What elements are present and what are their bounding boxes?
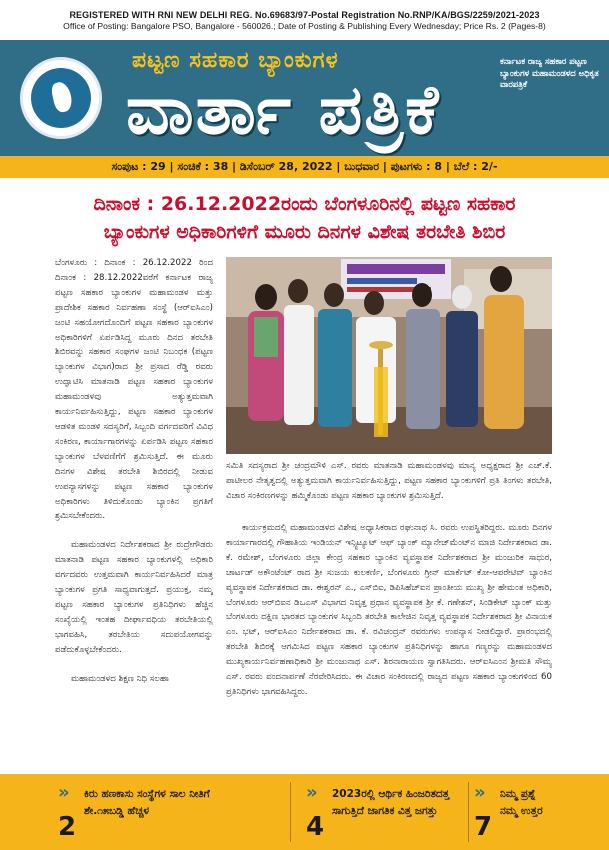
chevron-right-icon: » <box>474 782 486 803</box>
headline-line-2: ಬ್ಯಾಂಕುಗಳ ಅಧಿಕಾರಿಗಳಿಗೆ ಮೂರು ದಿನಗಳ ವಿಶೇಷ ತರಬೇತಿ ಶಿಬಿರ <box>103 221 506 243</box>
article-right-column <box>226 521 552 745</box>
teaser-page-number: 4 <box>306 812 325 842</box>
federation-emblem-icon <box>20 57 102 139</box>
article-paragraph: ಬೆಂಗಳೂರು : ದಿನಾಂಕ : 26.12.2022 ರಿಂದ ದಿನಾಂಕ : 28.12.2022ವರೆಗೆ ಕರ್ನಾಟಕ ರಾಜ್ಯ ಪಟ್ಟಣ ಸಹಕಾರ ಬ್ಯಾಂಕುಗಳ ಮಹಾಮಂಡಳ ಮತ್ತು ಪ್ರಾದೇಶಿಕ ಸಹಕಾರ ನಿರ್ವಹಣಾ ಸಂಸ್ಥೆ (ಆರ್‌ಐಸಿಎಂ) ಜಂಟಿ ಸಹಯೋಗದೊಂದಿಗೆ ಪಟ್ಟಣ ಸಹಕಾರ ಬ್ಯಾಂಕುಗಳ ಅಧಿಕಾರಿಗಳಿಗೆ ಏರ್ಪಡಿಸಿದ್ದ ಮೂರು ದಿನದ ತರಬೇತಿ ಶಿಬಿರವನ್ನು ಸಹಕಾರ ಸಂಘಗಳ ಜಂಟಿ ನಿಬಂಧಕ (ಪಟ್ಟಣ ಬ್ಯಾಂಕುಗಳ ವಿಭಾಗ)ರಾದ ಶ್ರೀ ಪ್ರಸಾದ ರೆಡ್ಡಿ ರವರು ಉದ್ಘಾಟಿಸಿ ಮಾತನಾಡಿ ಪಟ್ಟಣ ಸಹಕಾರ ಬ್ಯಾಂಕುಗಳ ಮಹಾಮಂಡಳವು ಅತ್ಯುತ್ತಮವಾಗಿ ಕಾರ್ಯನಿರ್ವಹಿಸುತ್ತಿದ್ದು, ಪಟ್ಟಣ ಸಹಕಾರ ಬ್ಯಾಂಕುಗಳ ಆಡಳಿತ ಮಂಡಳಿ ಸದಸ್ಯರಿಗೆ, ಸಿಬ್ಬಂದಿ ವರ್ಗದವರಿಗೆ ವಿವಿಧ ಸಂಕಿರಣ, ಕಾರ್ಯಾಗಾರಗಳನ್ನು ಏರ್ಪಡಿಸಿ ಪಟ್ಟಣ ಸಹಕಾರ ಬ್ಯಾಂಕುಗಳ ಬೆಳವಣಿಗೆಗೆ ಶ್ರಮಿಸುತ್ತಿದೆ. ಈ ಮೂರು ದಿನಗಳ ವಿಶೇಷ ತರಬೇತಿ ಶಿಬಿರದಲ್ಲಿ ನೀಡುವ ಉಪನ್ಯಾಸಗಳನ್ನು ಪಟ್ಟಣ ಸಹಕಾರ ಬ್ಯಾಂಕುಗಳ ಅಧಿಕಾರಿಗಳು ತಿಳಿದುಕೊಂಡು ಬ್ಯಾಂಕಿನ ಪ್ರಗತಿಗೆ ಶ್ರಮಿಸಬೇಕೆಂದರು. <box>55 258 213 522</box>
teaser-item[interactable] <box>306 782 466 844</box>
event-photo <box>226 257 552 454</box>
article-paragraph: ಮಹಾಮಂಡಳದ ನಿರ್ದೇಶಕರಾದ ಶ್ರೀ ರುದ್ರೇಗೌಡರು ಮಾತನಾಡಿ ಪಟ್ಟಣ ಸಹಕಾರ ಬ್ಯಾಂಕುಗಳಲ್ಲಿ ಅಧಿಕಾರಿ ವರ್ಗದವರು ಉತ್ತಮವಾಗಿ ಕಾರ್ಯನಿರ್ವಹಿಸಿದರೆ ಮಾತ್ರ ಬ್ಯಾಂಕುಗಳ ಪ್ರಗತಿ ಸಾಧ್ಯವಾಗುತ್ತದೆ. ಪ್ರಯುಕ್ತ, ನಮ್ಮ ಪಟ್ಟಣ ಸಹಕಾರ ಬ್ಯಾಂಕುಗಳ ಪ್ರತಿನಿಧಿಗಳು ಹೆಚ್ಚಿನ ಸಂಖ್ಯೆಯಲ್ಲಿ ಇಂತಹ ದೀರ್ಘಾವಧಿಯ ತರಬೇತಿಯಲ್ಲಿ ಭಾಗವಹಿಸಿ, ತರಬೇತಿಯ ಸದುಪಯೋಗವನ್ನು ಪಡೆದುಕೊಳ್ಳಬೇಕೆಂದರು. <box>55 540 213 655</box>
teaser-text <box>500 786 543 820</box>
teaser-text <box>332 786 449 820</box>
divider <box>468 782 469 842</box>
registration-header <box>0 0 609 40</box>
teaser-line: 2023ರಲ್ಲಿ ಆರ್ಥಿಕ ಹಿಂಜರಿತದತ್ತ <box>332 788 450 800</box>
headline-line-1: ದಿನಾಂಕ : 26.12.2022ರಂದು ಬೆಂಗಳೂರಿನಲ್ಲಿ ಪಟ್ಟಣ ಸಹಕಾರ <box>93 193 516 215</box>
chevron-right-icon: » <box>306 782 318 803</box>
registration-line: REGISTERED WITH RNI NEW DELHI REG. No.69683/97-Postal Registration No.RNP/KA/BGS/2259/2021-2023 <box>69 10 540 20</box>
teaser-line: ಶೇ.೧೫ಬಡ್ಡಿ ಹೆಚ್ಚಳ <box>84 805 150 817</box>
article-left-column <box>55 256 213 744</box>
article-paragraph: ಕಾರ್ಯಕ್ರಮದಲ್ಲಿ ಮಹಾಮಂಡಳದ ವಿಶೇಷ ಅಧ್ಯಾಸಿಕರಾದ ರಘುನಾಥ ಸಿ. ರವರು ಉಪಸ್ಥಿತರಿದ್ದರು. ಮೂರು ದಿನಗಳ ಕಾರ್ಯಾಗಾರದಲ್ಲಿ ಗೌಹಾತಿಯ ಇಂಡಿಯನ್ ಇನ್ಸ್ಟಿಟ್ಯೂಟ್ ಆಫ್ ಬ್ಯಾಂಕ್ ಮ್ಯಾನೇಜ್‌ಮೆಂಟ್‌ನ ಮಾಜಿ ನಿರ್ದೇಶಕರಾದ ಡಾ. ಕೆ. ರಮೇಶ್, ಬೆಂಗಳೂರು ಜಿಲ್ಲಾ ಕೇಂದ್ರ ಸಹಕಾರ ಬ್ಯಾಂಕಿನ ವ್ಯವಸ್ಥಾಪಕ ನಿರ್ದೇಶಕರಾದ ಶ್ರೀ ಮಂಜುರಿಕ ಸಾಧುರ, ಚಾರ್ಟಡ್ ಅಕೌಂಟೆಂಟ್ ರಾದ ಶ್ರೀ ಸುಜಯ ಕುಲಕರ್ಣಿ, ಬೆಂಗಳೂರು ಗ್ರೀನ್ ಮಾರ್ಕೆಟ್ ಕೋ-ಆಪರೇಟಿವ್ ಬ್ಯಾಂಕಿನ ವ್ಯವಸ್ಥಾಪಕ ನಿರ್ದೇಶಕರಾದ ಡಾ. ಈಶ್ವರನ್ ಎ., ಎಸ್‌ಬಿಐ, ಡಿಪಿಸಿಹೆಚ್‌ಐನ ಪ್ರಾಂತೀಯ ಮುಖ್ಯ ಶ್ರೀ ಹೇಮಂತ ಅಧಿಕಾರಿ, ಬೆಂಗಳೂರು ಆರ್‌ಬಿಐನ ಡಿಒಎಸ್ ವಿಭಾಗದ ನಿವೃತ್ತ ಪ್ರಧಾನ ವ್ಯವಸ್ಥಾಪಕ ಶ್ರೀ ಕೆ. ಗಣೇಶನ್, ಸಿಂಡಿಕೇಟ್ ಬ್ಯಾಂಕ್ ಮತ್ತು ಬೆಂಗಳೂರು ದಕ್ಷಿಣ ಭಾರತದ ಬ್ಯಾಂಕುಗಳ ಸಿಬ್ಬಂದಿ ತರಬೇತಿ ಕಾಲೇಜಿನ ನಿವೃತ್ತ ವ್ಯವಸ್ಥಾಪಕ ನಿರ್ದೇಶಕರಾದ ಶ್ರೀ ವಿನಾಯಕ ಎಂ. ಭಟ್, ಆರ್‌ಐಸಿಎಂ ನಿರ್ದೇಶಕರಾದ ಡಾ. ಕೆ. ರವಿಚಂದ್ರನ್ ರವರುಗಳು ಉಪನ್ಯಾಸ ನೀಡಲಿದ್ದಾರೆ. ಪ್ರಾರಂಭದಲ್ಲಿ ತರಬೇತಿ ಶಿಬಿರಕ್ಕೆ ಆಗಮಿಸಿದ ಪಟ್ಟಣ ಸಹಕಾರ ಬ್ಯಾಂಕುಗಳ ಪ್ರತಿನಿಧಿಗಳನ್ನು ಹಾಗೂ ಗಣ್ಯರನ್ನು ಮಹಾಮಂಡಳದ ಮುಖ್ಯಕಾರ್ಯನಿರ್ವಹಣಾಧಿಕಾರಿ ಶ್ರೀ ಮಂಜುನಾಥ ಎಸ್. ಶಿರನಾರಾಯಣ ಸ್ವಾಗತಿಸಿದರು. ಆರ್‌ಐಸಿಎಂನ ಶ್ರೀಮತಿ ಸೌಮ್ಯ ಎಸ್. ರವರು ವಂದನಾರ್ಪಣೆ ನೆರವೇರಿಸಿದರು. ಈ ವಿಚಾರ ಸಂಕಿರಣದಲ್ಲಿ ರಾಜ್ಯದ ಪಟ್ಟಣ ಸಹಕಾರ ಬ್ಯಾಂಕುಗಳಿಂದ 60 ಪ್ರತಿನಿಧಿಗಳು ಭಾಗವಹಿಸಿದ್ದರು. <box>226 523 552 697</box>
masthead <box>0 40 609 156</box>
teaser-line: ನಮ್ಮ ಉತ್ತರ <box>500 805 543 817</box>
teaser-text <box>84 786 210 820</box>
divider <box>290 782 291 842</box>
teaser-line: ನಿಮ್ಮ ಪ್ರಶ್ನೆ <box>500 788 536 800</box>
teaser-page-number: 2 <box>58 812 77 842</box>
masthead-subtitle: ಪಟ್ಟಣ ಸಹಕಾರ ಬ್ಯಾಂಕುಗಳ <box>132 48 339 73</box>
headline <box>0 190 609 246</box>
teaser-line: ಸಾಗುತ್ತಿದೆ ಜಾಗತಿಕ ವಿತ್ತ ಜಗತ್ತು <box>332 805 438 817</box>
teaser-line: ಕಿರು ಹಣಕಾಸು ಸಂಸ್ಥೆಗಳ ಸಾಲ ನೀತಿಗೆ <box>84 788 210 800</box>
teaser-page-number: 7 <box>474 812 493 842</box>
posting-line: Office of Posting: Bangalore PSO, Bangalore - 560026.; Date of Posting & Publishing Every Wednesday; Price Rs. 2 (Pages-8) <box>63 21 546 31</box>
footer-teasers <box>0 774 609 850</box>
article-caption-paragraph: ಸಮಿತಿ ಸದಸ್ಯರಾದ ಶ್ರೀ ಚಂದ್ರಮೌಳಿ ಎಸ್. ರವರು ಮಾತನಾಡಿ ಮಹಾಮಂಡಳವು ಮಾನ್ಯ ಅಧ್ಯಕ್ಷರಾದ ಶ್ರೀ ಎಚ್.ಕೆ. ಪಾಟೀಲರ ನೇತೃತ್ವದಲ್ಲಿ ಅತ್ಯುತ್ತಮವಾಗಿ ಕಾರ್ಯನಿರ್ವಹಿಸುತ್ತಿದ್ದು, ಪಟ್ಟಣ ಸಹಕಾರ ಬ್ಯಾಂಕುಗಳಿಗೆ ಪ್ರತಿ ತಿಂಗಳು ತರಬೇತಿ, ವಿಚಾರ ಸಂಕಿರಣಗಳನ್ನು ಹಮ್ಮಿಕೊಂಡು ಪಟ್ಟಣ ಸಹಕಾರ ಬ್ಯಾಂಕುಗಳ ಶ್ರಮಿಸುತ್ತಿದೆ. <box>226 461 552 501</box>
masthead-side-text: ಕರ್ನಾಟಕ ರಾಜ್ಯ ಸಹಕಾರ ಪಟ್ಟಣ ಬ್ಯಾಂಕುಗಳ ಮಹಾಮಂಡಳದ ಅಧಿಕೃತ ವಾರಪತ್ರಿಕೆ <box>500 56 599 89</box>
issue-info-bar: ಸಂಪುಟ : 29 | ಸಂಚಿಕೆ : 38 | ಡಿಸೆಂಬರ್ 28, 2022 | ಬುಧವಾರ | ಪುಟಗಳು : 8 | ಬೆಲೆ : 2/- <box>0 156 609 178</box>
teaser-item[interactable] <box>474 782 602 844</box>
chevron-right-icon: » <box>58 782 70 803</box>
teaser-item[interactable] <box>58 782 248 844</box>
article-paragraph: ಮಹಾಮಂಡಳದ ಶಿಕ್ಷಣ ನಿಧಿ ಸಲಹಾ <box>71 673 169 684</box>
masthead-title: ವಾರ್ತಾ ಪತ್ರಿಕೆ <box>126 70 441 150</box>
